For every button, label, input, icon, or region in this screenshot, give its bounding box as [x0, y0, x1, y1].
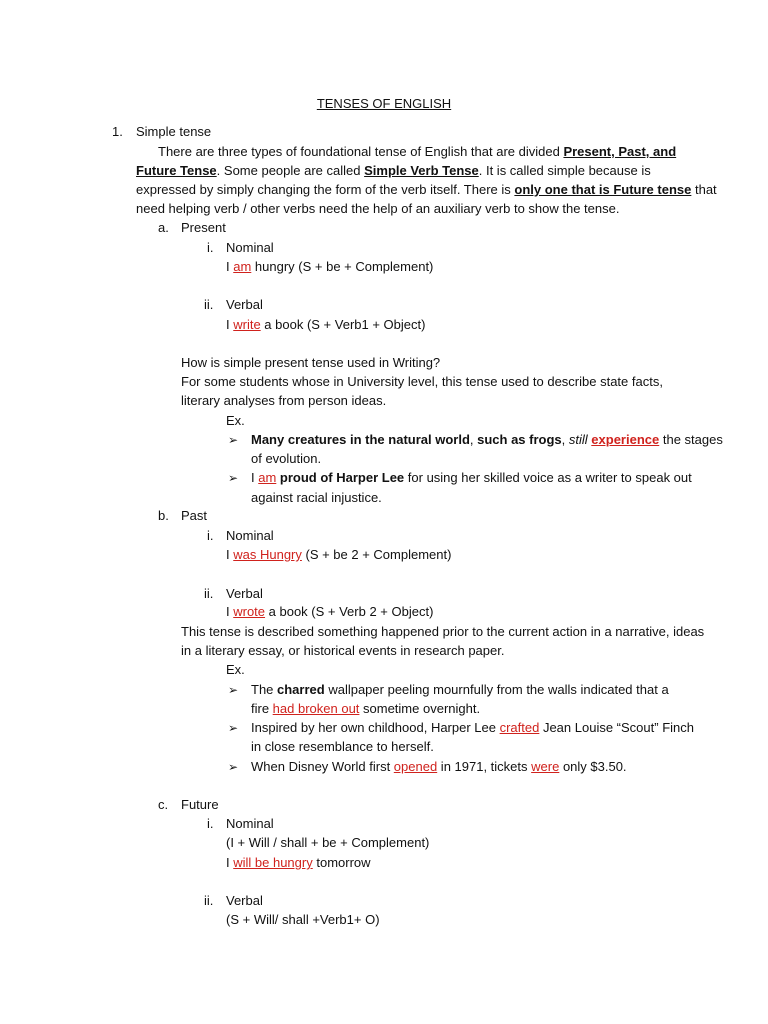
- intro-line-2: [136, 163, 651, 179]
- section-number: 1.: [112, 124, 123, 139]
- section-heading: Simple tense: [136, 124, 212, 139]
- example-sentence-cont: in close resemblance to herself.: [251, 739, 434, 754]
- highlight: opened: [393, 759, 438, 774]
- text: a book (S + Verb 2 + Object): [265, 604, 434, 619]
- bold-text: charred: [277, 682, 325, 697]
- subsection-heading-future: Future: [181, 797, 219, 812]
- example-label: Ex.: [226, 662, 245, 677]
- text: . It is called simple because is: [478, 163, 651, 178]
- bullet-arrow-icon: ➢: [228, 760, 239, 774]
- text: The: [251, 682, 278, 697]
- text: the stages: [659, 432, 723, 447]
- bullet-arrow-icon: ➢: [228, 433, 239, 447]
- emphasis: only one that is Future tense: [514, 182, 692, 197]
- bold-text: such as frogs: [477, 432, 562, 447]
- text: a book (S + Verb1 + Object): [260, 317, 426, 332]
- subsection-heading-past: Past: [181, 508, 208, 523]
- text: Inspired by her own childhood, Harper Lee: [251, 720, 500, 735]
- item-marker: ii.: [204, 297, 214, 312]
- text: expressed by simply changing the form of the verb itself. There is: [136, 182, 515, 197]
- text: I: [226, 547, 234, 562]
- item-marker: i.: [207, 240, 214, 255]
- text: ,: [561, 432, 569, 447]
- text: I: [226, 604, 234, 619]
- text: (S + be 2 + Complement): [301, 547, 452, 562]
- text: When Disney World first: [251, 759, 394, 774]
- text: fire: [251, 701, 273, 716]
- item-heading: Nominal: [226, 816, 274, 831]
- highlight: am: [233, 259, 252, 274]
- item-heading: Verbal: [226, 297, 263, 312]
- text: I: [251, 470, 259, 485]
- text: for using her skilled voice as a writer to speak out: [404, 470, 692, 485]
- description-line: This tense is described something happened prior to the current action in a narrative, ideas: [181, 624, 705, 639]
- bullet-arrow-icon: ➢: [228, 683, 239, 697]
- example-line: [226, 855, 371, 871]
- text: wallpaper peeling mournfully from the walls indicated that a: [324, 682, 669, 697]
- highlight: had broken out: [272, 701, 360, 716]
- highlight: wrote: [233, 604, 266, 619]
- description-line: For some students whose in University level, this tense used to describe state facts,: [181, 374, 663, 389]
- example-label: Ex.: [226, 413, 245, 428]
- page-title: TENSES OF ENGLISH: [316, 96, 452, 111]
- example-sentence-cont: against racial injustice.: [251, 490, 382, 505]
- example-line: [226, 604, 433, 620]
- example-sentence: [251, 432, 723, 448]
- description-line: in a literary essay, or historical events in research paper.: [181, 643, 505, 658]
- formula-line: (I + Will / shall + be + Complement): [226, 835, 430, 850]
- highlight: write: [233, 317, 261, 332]
- subsection-marker: b.: [158, 508, 169, 523]
- bold-text: Many creatures in the natural world: [251, 432, 470, 447]
- text: sometime overnight.: [359, 701, 481, 716]
- example-sentence-cont: of evolution.: [251, 451, 322, 466]
- highlight: was Hungry: [233, 547, 302, 562]
- highlight: will be hungry: [233, 855, 313, 870]
- example-sentence: [251, 759, 627, 775]
- example-sentence: [251, 682, 669, 698]
- subsection-marker: a.: [158, 220, 169, 235]
- text: I: [226, 259, 234, 274]
- item-heading: Nominal: [226, 240, 274, 255]
- bullet-arrow-icon: ➢: [228, 721, 239, 735]
- emphasis: Simple Verb Tense: [364, 163, 479, 178]
- emphasis: Future Tense: [136, 163, 217, 178]
- text: hungry (S + be + Complement): [251, 259, 434, 274]
- question-line: How is simple present tense used in Writing?: [181, 355, 441, 370]
- highlight: experience: [591, 432, 660, 447]
- item-heading: Nominal: [226, 528, 274, 543]
- highlight: am: [258, 470, 277, 485]
- item-marker: ii.: [204, 893, 214, 908]
- subsection-marker: c.: [158, 797, 169, 812]
- text: only $3.50.: [559, 759, 627, 774]
- emphasis: Present, Past, and: [563, 144, 677, 159]
- bullet-arrow-icon: ➢: [228, 471, 239, 485]
- text: in 1971, tickets: [437, 759, 532, 774]
- text: that: [691, 182, 717, 197]
- item-marker: i.: [207, 816, 214, 831]
- item-heading: Verbal: [226, 893, 263, 908]
- example-line: [226, 259, 433, 275]
- intro-line-4: need helping verb / other verbs need the help of an auxiliary verb to show the tense.: [136, 201, 620, 216]
- description-line: literary analyses from person ideas.: [181, 393, 387, 408]
- subsection-heading-present: Present: [181, 220, 226, 235]
- text: tomorrow: [312, 855, 371, 870]
- text: Jean Louise “Scout” Finch: [539, 720, 694, 735]
- intro-line-1: [158, 144, 676, 160]
- item-marker: ii.: [204, 586, 214, 601]
- example-sentence: [251, 470, 692, 486]
- text: There are three types of foundational tense of English that are divided: [158, 144, 564, 159]
- intro-line-3: [136, 182, 717, 198]
- italic-text: still: [568, 432, 588, 447]
- example-line: [226, 547, 451, 563]
- item-heading: Verbal: [226, 586, 263, 601]
- item-marker: i.: [207, 528, 214, 543]
- example-sentence-cont: [251, 701, 480, 717]
- text: ,: [469, 432, 478, 447]
- example-sentence: [251, 720, 694, 736]
- bold-text: proud of Harper Lee: [279, 470, 405, 485]
- highlight: crafted: [499, 720, 540, 735]
- highlight: were: [531, 759, 560, 774]
- formula-line: (S + Will/ shall +Verb1+ O): [226, 912, 380, 927]
- text: I: [226, 317, 234, 332]
- text: I: [226, 855, 234, 870]
- text: . Some people are called: [216, 163, 365, 178]
- example-line: [226, 317, 425, 333]
